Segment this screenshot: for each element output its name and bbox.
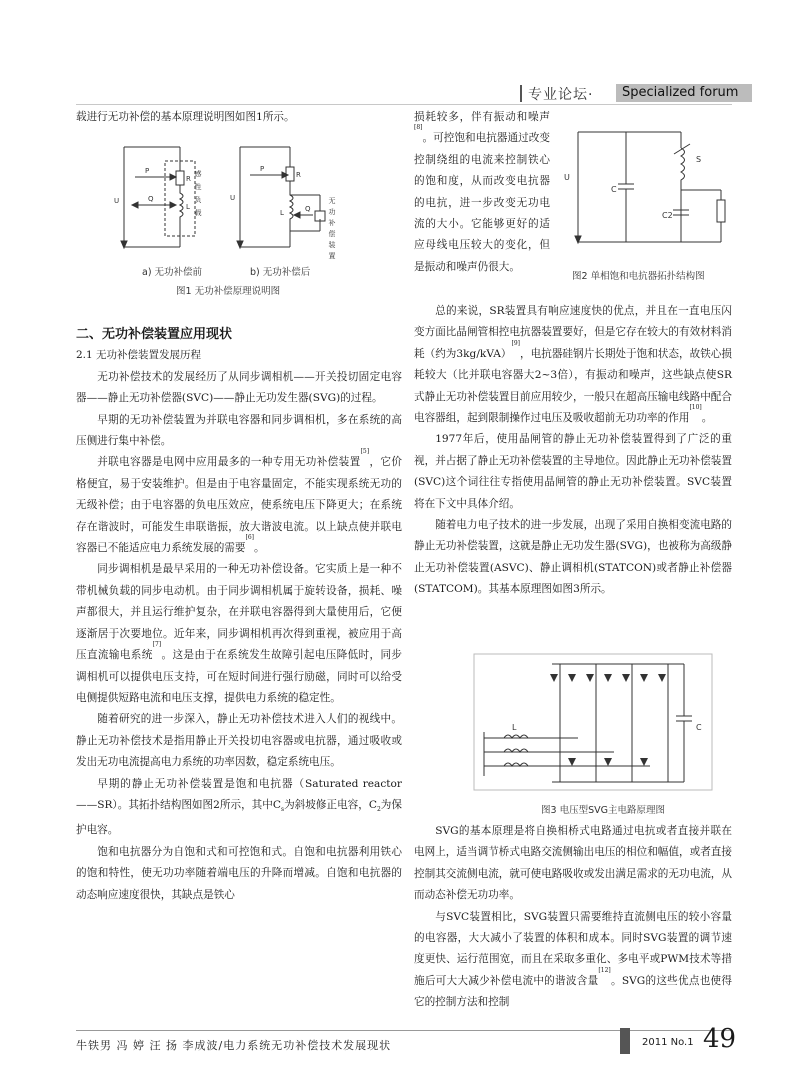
fig1-label-p-b: P [260,165,265,173]
fig2-label-c: C [611,185,617,194]
paragraph: 早期的无功补偿装置为并联电容器和同步调相机，多在系统的高压侧进行集中补偿。 [76,413,402,448]
paragraph: 损耗较多，伴有振动和噪声[8]。可控饱和电抗器通过改变控制绕组的电流来控制铁心的饱和度，从而改变电抗器的电抗，进一步改变无功电流的大小。它能够更好的适应母线电压较大的变化，但是振动和噪声仍很大。 [414,111,550,273]
left-intro [76,107,402,128]
fig1-label-l-a: L [186,203,190,211]
paragraph: 无功补偿技术的发展经历了从同步调相机——开关投切固定电容器——静止无功补偿器(SVC)——静止无功发生器(SVG)的过程。 [76,370,402,405]
right-column-bottom [414,821,732,1014]
fig2-label-u: U [564,173,570,182]
right-column [414,301,732,601]
fig1-label-p-a: P [145,167,150,175]
paragraph: 同步调相机是最早采用的一种无功补偿设备。它实质上是一种不带机械负载的同步电动机。由于同步调相机属于旋转设备，损耗、噪声都很大，并且运行维护复杂，在并联电容器得到大量使用后，它便逐渐居于次要地位。近年来，同步调相机再次得到重视，被应用于高压直流输电系统[7]。这是由于在系统发生故障引起电压降低时，同步调相机可以提供电压支持，可在短时间进行强行励磁，同时可以给受电侧提供短路电流和电压支撑，提供电力系统的稳定性。 [76,563,403,704]
section-label-cn: 专业论坛· [528,87,594,103]
header-rule [76,104,732,105]
footer-issue: 2011 No.1 [642,1037,694,1048]
right-top-text [414,107,550,278]
fig1-label-u-a: U [114,197,120,205]
page-number: 49 [703,1024,737,1054]
paragraph: 饱和电抗器分为自饱和式和可控饱和式。自饱和电抗器利用铁心的饱和特性，使无功功率随着端电压的升降而增减。自饱和电抗器的动态响应速度很快，其缺点是铁心 [76,845,402,901]
paragraph: 并联电容器是电网中应用最多的一种专用无功补偿装置[5]，它价格便宜，易于安装维护。但是由于电容量固定，不能实现系统无功的无级补偿；由于电容器的负电压效应，使系统电压下降更大；在系统存在谐波时，可能发生串联谐振，放大谐波电流。以上缺点使并联电容器已不能适应电力系统发展的需要[6]。 [76,448,403,555]
fig1-label-r-b: R [296,171,301,179]
paragraph: 随着研究的进一步深入，静止无功补偿技术进入人们的视线中。静止无功补偿技术是指用静止开关投切电容器或电抗器，通过吸收或发出无功电流提高电力系统的功率因数，稳定系统电压。 [76,713,402,769]
fig1-sub-a: a) 无功补偿前 [142,267,203,278]
figure-1 [110,135,380,275]
fig1-load-label: 感性负载 [194,170,202,222]
paragraph: 早期的静止无功补偿装置是饱和电抗器（Saturated reactor——SR）。其拓扑结构图如图2所示，其中$C_s$为斜坡修正电容，$C_2$为保护电容。 [76,777,402,837]
left-column [76,324,402,906]
figure-2 [556,120,736,260]
subsection-heading: 2.1 无功补偿装置发展历程 [76,349,202,362]
figure-3-diagram [464,652,722,792]
figure-1-diagram [110,135,380,275]
figure-3 [464,652,722,792]
fig1-label-q-b: Q [305,205,311,213]
footer-block [620,1028,630,1054]
fig1-sub-b: b) 无功补偿后 [250,267,311,278]
header-divider [520,85,522,102]
paragraph: SVG的基本原理是将自换相桥式电路通过电抗或者直接并联在电网上，适当调节桥式电路交流侧输出电压的相位和幅值，或者直接控制其交流侧电流，就可使电路吸收或发出满足需求的无功电流，从而动态补偿无功功率。 [414,825,732,902]
intro-text: 载进行无功补偿的基本原理说明图如图1所示。 [76,111,295,123]
fig2-caption: 图2 单相饱和电抗器拓扑结构图 [572,271,705,282]
fig1-label-q-a: Q [148,195,154,203]
footer-rule [76,1030,732,1031]
section-heading: 二、无功补偿装置应用现状 [76,327,233,342]
fig1-label-r-a: R [186,175,191,183]
fig2-label-s: S [696,155,702,164]
footer-authors: 牛铁男 冯 婷 汪 扬 李成波/电力系统无功补偿技术发展现状 [76,1039,392,1052]
paragraph: 与SVC装置相比，SVG装置只需要维持直流侧电压的较小容量的电容器，大大减小了装置的体积和成本。同时SVG装置的调节速度更快、运行范围宽，而且在采取多重化、多电平或PWM技术等措施后可大大减少补偿电流中的谐波含量[12]。SVG的这些优点也使得它的控制方法和控制 [414,910,733,1009]
fig1-comp-label: 无功补偿装置 [328,197,336,263]
journal-header [520,84,739,104]
paragraph: 1977年后，使用晶闸管的静止无功补偿装置得到了广泛的重视，并占据了静止无功补偿装置的主导地位。因此静止无功补偿装置(SVC)这个词往往专指使用晶闸管的静止无功补偿装置。SVC装置将在下文中具体介绍。 [414,433,732,510]
section-label-en: Specialized forum [616,84,752,102]
paragraph: 总的来说，SR装置具有响应速度快的优点，并且在一直电压闪变方面比晶闸管相控电抗器装置要好，但是它存在较大的有效材料消耗（约为3kg/kVA）[9]，电抗器硅钢片长期处于饱和状态，故铁心损耗较大（比并联电容器大2~3倍），有振动和噪声，这些缺点使SR式静止无功补偿装置目前应用较少，一般只在超高压输电线路中配合电容器组，起到限制操作过电压及吸收超前无功功率的作用[10]。 [414,305,732,425]
fig1-caption: 图1 无功补偿原理说明图 [176,286,281,297]
figure-2-diagram [556,120,736,260]
fig3-caption: 图3 电压型SVG主电路原理图 [541,805,665,816]
fig3-label-c: C [696,723,702,732]
fig2-label-c2: C2 [662,211,673,220]
fig1-label-u-b: U [230,194,236,202]
fig3-label-l: L [512,723,517,732]
fig1-label-l-b: L [280,209,284,217]
paragraph: 随着电力电子技术的进一步发展，出现了采用自换相变流电路的静止无功补偿装置，这就是静止无功发生器(SVG)，也被称为高级静止无功补偿装置(ASVC)、静止调相机(STATCON)或者静止补偿器(STATCOM)。其基本原理图如图3所示。 [414,519,732,596]
